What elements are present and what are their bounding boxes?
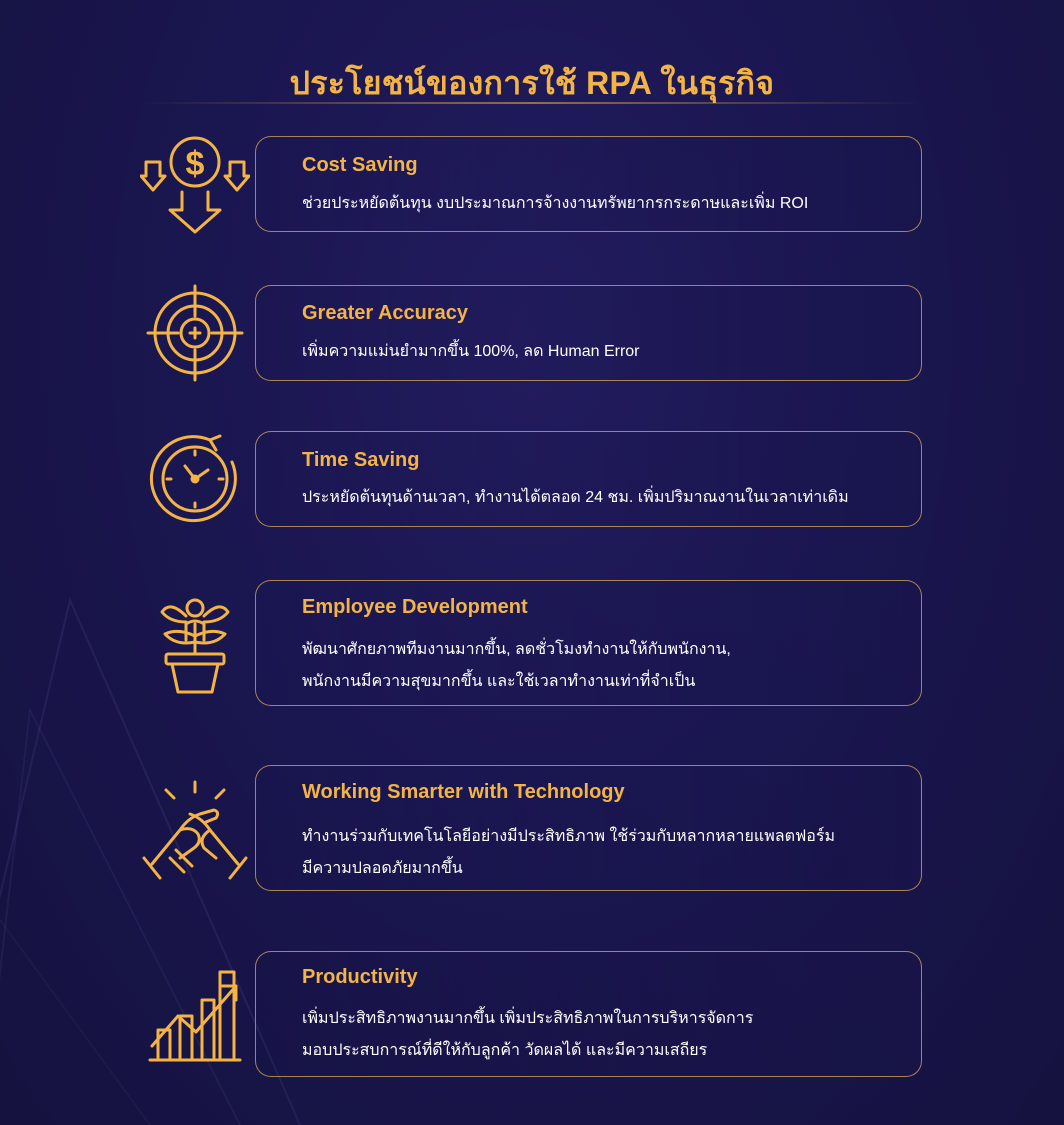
benefit-heading: Cost Saving bbox=[302, 154, 418, 176]
benefit-card-time-saving bbox=[255, 431, 922, 527]
benefit-line: มีความปลอดภัยมากขึ้น bbox=[302, 860, 463, 877]
benefit-line: ทำงานร่วมกับเทคโนโลยีอย่างมีประสิทธิภาพ ใช้ร่วมกับหลากหลายแพลตฟอร์ม bbox=[302, 828, 836, 845]
clock-icon bbox=[140, 424, 250, 534]
page-title: ประโยชน์ของการใช้ RPA ในธุรกิจ bbox=[289, 65, 775, 101]
benefit-line: เพิ่มประสิทธิภาพงานมากขึ้น เพิ่มประสิทธิภาพในการบริหารจัดการ bbox=[302, 1010, 754, 1027]
benefit-description bbox=[302, 821, 901, 885]
benefit-description bbox=[302, 1003, 901, 1067]
benefit-line: มอบประสบการณ์ที่ดีให้กับลูกค้า วัดผลได้ และมีความเสถียร bbox=[302, 1042, 708, 1059]
benefit-heading: Productivity bbox=[302, 966, 418, 988]
benefit-card-productivity bbox=[255, 951, 922, 1077]
dollar-down-arrow-icon bbox=[140, 132, 250, 242]
growth-chart-icon bbox=[140, 960, 250, 1070]
svg-text:$: $ bbox=[185, 145, 205, 183]
benefit-description bbox=[302, 634, 901, 698]
benefit-line: ประหยัดต้นทุนด้านเวลา, ทำงานได้ตลอด 24 ชม. เพิ่มปริมาณงานในเวลาเท่าเดิม bbox=[302, 489, 849, 506]
person-plant-icon bbox=[140, 592, 250, 702]
benefit-heading: Working Smarter with Technology bbox=[302, 781, 625, 803]
benefit-card-greater-accuracy bbox=[255, 285, 922, 381]
handshake-icon bbox=[140, 778, 250, 888]
benefit-line: พนักงานมีความสุขมากขึ้น และใช้เวลาทำงานเท่าที่จำเป็น bbox=[302, 673, 696, 690]
benefit-card-employee-development bbox=[255, 580, 922, 706]
benefit-line: พัฒนาศักยภาพทีมงานมากขึ้น, ลดชั่วโมงทำงานให้กับพนักงาน, bbox=[302, 641, 731, 658]
benefit-card-cost-saving bbox=[255, 136, 922, 232]
target-crosshair-icon bbox=[140, 278, 250, 388]
benefit-heading: Time Saving bbox=[302, 449, 420, 471]
benefit-description bbox=[302, 482, 901, 514]
benefit-description bbox=[302, 336, 901, 368]
benefit-heading: Greater Accuracy bbox=[302, 302, 469, 324]
benefit-line: เพิ่มความแม่นยำมากขึ้น 100%, ลด Human Error bbox=[302, 343, 640, 360]
title-underline bbox=[140, 102, 924, 104]
benefit-heading: Employee Development bbox=[302, 596, 528, 618]
benefit-description bbox=[302, 188, 901, 220]
benefit-line: ช่วยประหยัดต้นทุน งบประมาณการจ้างงานทรัพยากรกระดาษและเพิ่ม ROI bbox=[302, 195, 809, 212]
benefit-card-working-smarter bbox=[255, 765, 922, 891]
